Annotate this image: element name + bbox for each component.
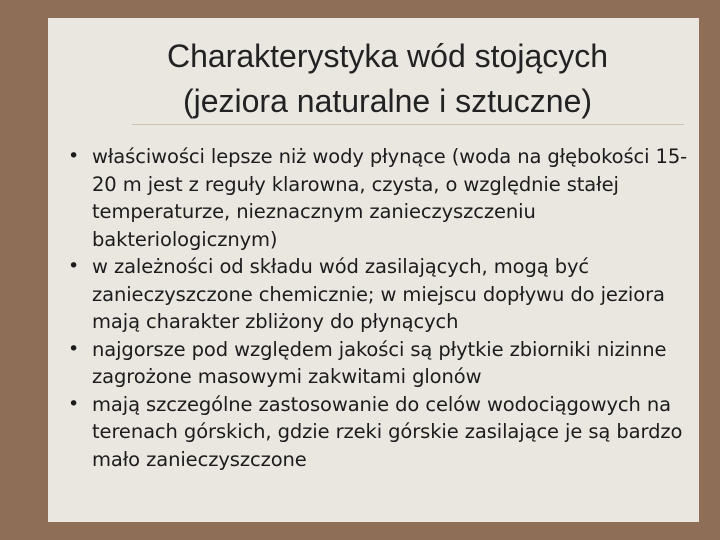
- slide: [48, 18, 699, 522]
- bullet-item: [68, 336, 693, 391]
- bullet-item: [68, 253, 693, 336]
- bullet-text: najgorsze pod względem jakości są płytkie zbiorniki nizinne zagrożone masowymi zakwitami glonów: [92, 337, 667, 388]
- title-line-1: Charakterystyka wód stojących: [166, 38, 609, 74]
- bullet-text: właściwości lepsze niż wody płynące (woda na głębokości 15-20 m jest z reguły klarowna, czysta, o względnie stałej temperaturze, nieznacznym zanieczyszczeniu bakteriologicznym): [92, 145, 688, 251]
- title-divider: [132, 124, 684, 125]
- bullet-icon: •: [68, 255, 80, 277]
- bullet-icon: •: [68, 145, 80, 167]
- bullet-list: [68, 143, 693, 473]
- slide-title: [48, 34, 699, 124]
- bullet-icon: •: [68, 337, 80, 360]
- bullet-text: mają szczególne zastosowanie do celów wodociągowych na terenach górskich, gdzie rzeki górskie zasilające je są bardzo mało zanieczyszczone: [92, 392, 683, 471]
- title-line-2: (jeziora naturalne i sztuczne): [182, 83, 593, 119]
- bullet-item: [68, 391, 693, 474]
- bullet-icon: •: [68, 392, 80, 415]
- bullet-text: w zależności od składu wód zasilających, mogą być zanieczyszczone chemicznie; w miejscu dopływu do jeziora mają charakter zbliżony do płynących: [92, 255, 665, 333]
- bullet-item: [68, 143, 693, 253]
